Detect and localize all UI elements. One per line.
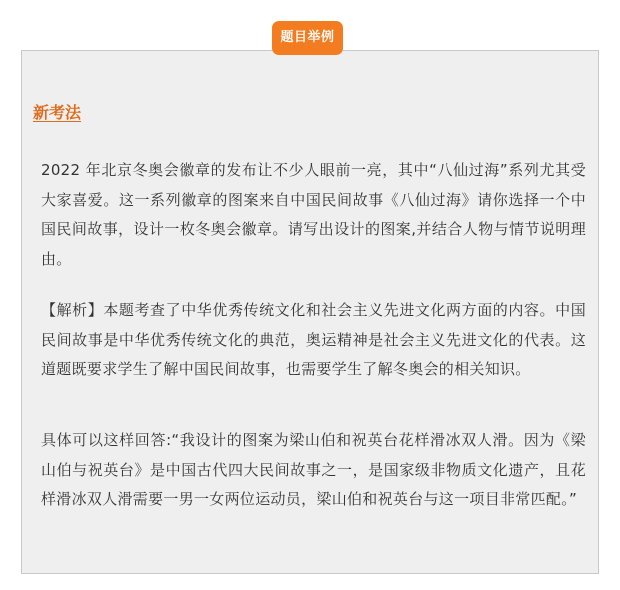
content-card — [21, 50, 599, 574]
sample-answer-paragraph: 具体可以这样回答:“我设计的图案为梁山伯和祝英台花样滑冰双人滑。因为《梁山伯与祝英台》是中国古代四大民间故事之一，是国家级非物质文化遗产，且花样滑冰双人滑需要一男一女两位运动员，梁山伯和祝英台与这一项目非常匹配。” — [41, 431, 586, 508]
analysis-paragraph: 【解析】本题考查了中华优秀传统文化和社会主义先进文化两方面的内容。中国民间故事是中华优秀传统文化的典范，奥运精神是社会主义先进文化的代表。这道题既要求学生了解中国民间故事，也需要学生了解冬奥会的相关知识。 — [41, 301, 586, 378]
question-paragraph: 2022 年北京冬奥会徽章的发布让不少人眼前一亮，其中“八仙过海”系列尤其受大家喜爱。这一系列徽章的图案来自中国民间故事《八仙过海》请你选择一个中国民间故事，设计一枚冬奥会徽章。请写出设计的图案,并结合人物与情节说明理由。 — [41, 161, 586, 268]
section-heading: 新考法 — [33, 103, 82, 122]
topic-example-badge: 题目举例 — [272, 21, 343, 55]
